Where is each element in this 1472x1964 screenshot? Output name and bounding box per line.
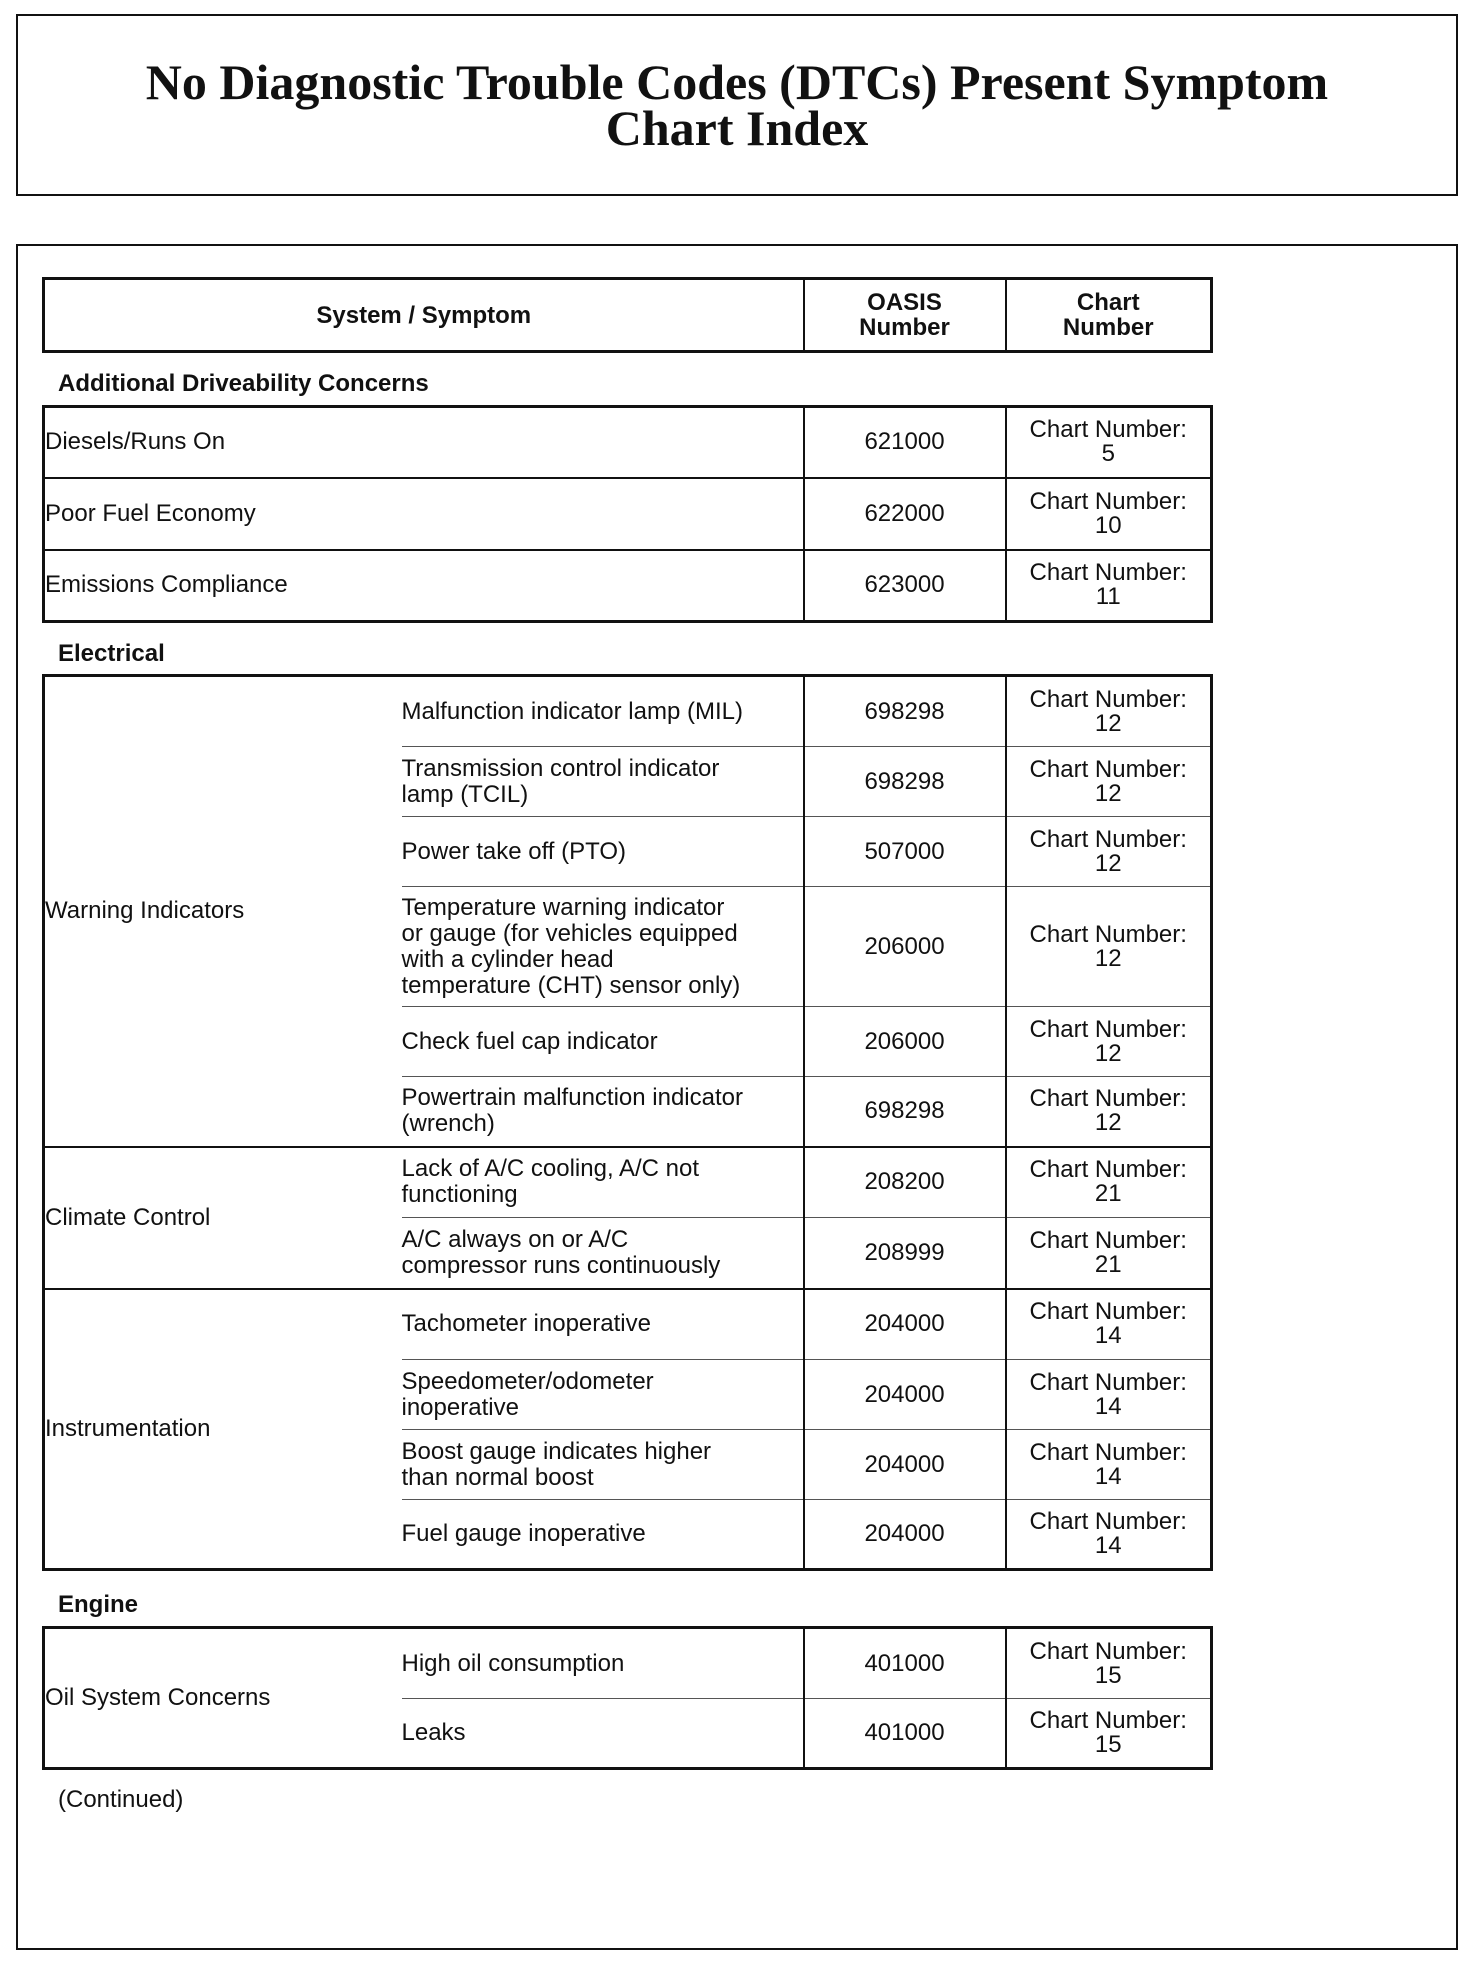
symptom-line: Boost gauge indicates higher (401, 1437, 712, 1465)
symptom-cell (402, 1699, 804, 1769)
chart-number-cell (1006, 1218, 1212, 1289)
engine-table (42, 1626, 1213, 1770)
group-name-climate-control: Climate Control (44, 1147, 402, 1289)
chart-number-cell (1006, 478, 1212, 550)
chart-number-value: 14 (1094, 1462, 1122, 1490)
symptom-cell (402, 1289, 804, 1360)
group-name-instrumentation: Instrumentation (44, 1289, 402, 1570)
symptom-cell: Emissions Compliance (44, 550, 804, 622)
oasis-number-cell: 204000 (804, 1360, 1006, 1430)
symptom-line: Lack of A/C cooling, A/C not (401, 1155, 700, 1183)
oasis-number-cell: 206000 (804, 887, 1006, 1007)
symptom-line: Temperature warning indicator (401, 893, 725, 921)
symptom-line: Leaks (401, 1719, 466, 1746)
section-title-electrical: Electrical (58, 640, 165, 667)
oasis-number-cell: 698298 (804, 1077, 1006, 1147)
table-row (44, 407, 1212, 478)
chart-number-cell (1006, 1628, 1212, 1699)
symptom-cell (402, 747, 804, 817)
oasis-number-cell: 401000 (804, 1628, 1006, 1699)
chart-number-value: 12 (1094, 1039, 1122, 1067)
symptom-cell: Diesels/Runs On (45, 428, 226, 456)
chart-number-value: 12 (1094, 944, 1122, 972)
header-chart-number (1006, 279, 1212, 352)
chart-number-cell (1006, 1360, 1212, 1430)
oasis-number-cell: 204000 (804, 1500, 1006, 1570)
symptom-line: inoperative (401, 1393, 519, 1421)
oasis-number-cell: 507000 (804, 817, 1006, 887)
chart-number-label: Chart Number: (1029, 1298, 1187, 1326)
section-title-driveability: Additional Driveability Concerns (58, 370, 429, 397)
symptom-line: High oil consumption (401, 1649, 625, 1677)
symptom-line: Power take off (PTO) (401, 837, 627, 865)
page-title-line-2: Chart Index (605, 100, 869, 156)
symptom-cell: Poor Fuel Economy (44, 478, 804, 550)
chart-number-cell (1006, 1699, 1212, 1769)
chart-number-value: 14 (1094, 1392, 1122, 1420)
oasis-number-cell: 206000 (804, 1007, 1006, 1077)
chart-number-label: Chart Number: (1029, 1015, 1187, 1043)
oasis-number-cell: 204000 (804, 1289, 1006, 1360)
table-row (44, 1628, 1212, 1699)
table-row (44, 676, 1212, 747)
symptom-line: lamp (TCIL) (401, 780, 529, 808)
symptom-cell (402, 1500, 804, 1570)
header-chart-line-1: Chart (1076, 289, 1140, 316)
chart-number-cell (1006, 1007, 1212, 1077)
symptom-cell (402, 676, 804, 747)
symptom-line: Speedometer/odometer (401, 1367, 654, 1395)
table-row (44, 550, 1212, 622)
group-name-warning-indicators: Warning Indicators (45, 897, 245, 925)
chart-number-cell (1006, 887, 1212, 1007)
chart-number-cell (1006, 1289, 1212, 1360)
chart-number-label: Chart Number: (1029, 1508, 1187, 1535)
symptom-cell (402, 1077, 804, 1147)
oasis-number-cell: 621000 (804, 407, 1006, 478)
table-row (44, 1147, 1212, 1218)
chart-number-value: 14 (1094, 1322, 1122, 1350)
oasis-number-cell: 698298 (804, 747, 1006, 817)
chart-number-cell (1006, 1430, 1212, 1500)
chart-number-value: 21 (1094, 1250, 1122, 1278)
chart-number-label: Chart Number: (1029, 825, 1187, 853)
header-oasis-line-2: Number (859, 314, 950, 341)
chart-number-label: Chart Number: (1029, 559, 1187, 587)
title-box (16, 14, 1458, 196)
symptom-line: Fuel gauge inoperative (401, 1520, 646, 1547)
table-row (44, 478, 1212, 550)
electrical-table (42, 674, 1213, 1571)
oasis-number-cell: 623000 (804, 550, 1006, 622)
oasis-number-cell: 208999 (804, 1218, 1006, 1289)
symptom-line: A/C always on or A/C (401, 1225, 629, 1253)
symptom-line: temperature (CHT) sensor only) (401, 971, 741, 999)
column-header-table (42, 277, 1213, 353)
header-oasis-number (804, 279, 1006, 352)
symptom-cell (402, 1218, 804, 1289)
symptom-line: (wrench) (401, 1110, 495, 1138)
chart-number-label: Chart Number: (1029, 1226, 1187, 1254)
chart-number-label: Chart Number: (1029, 1156, 1187, 1184)
chart-number-value: 15 (1094, 1661, 1122, 1689)
chart-number-value: 10 (1094, 511, 1122, 539)
chart-number-cell (1006, 1147, 1212, 1218)
header-oasis-line-1: OASIS (867, 289, 942, 316)
symptom-cell (402, 1360, 804, 1430)
chart-number-value: 5 (1101, 440, 1115, 468)
oasis-number-cell: 622000 (804, 478, 1006, 550)
symptom-line: or gauge (for vehicles equipped (401, 919, 738, 947)
chart-number-label: Chart Number: (1029, 487, 1187, 515)
symptom-line: Tachometer inoperative (401, 1310, 651, 1338)
symptom-cell (402, 817, 804, 887)
symptom-line: compressor runs continuously (401, 1251, 721, 1279)
oasis-number-cell: 698298 (804, 676, 1006, 747)
symptom-cell (402, 1628, 804, 1699)
chart-number-label: Chart Number: (1029, 1438, 1187, 1466)
symptom-cell (402, 887, 804, 1007)
chart-number-value: 12 (1094, 709, 1122, 737)
symptom-line: Transmission control indicator (401, 754, 720, 782)
chart-number-label: Chart Number: (1029, 755, 1187, 783)
chart-number-label: Chart Number: (1029, 685, 1187, 713)
chart-number-cell (1006, 407, 1212, 478)
symptom-cell (402, 1430, 804, 1500)
header-system-symptom: System / Symptom (316, 301, 532, 329)
header-chart-line-2: Number (1062, 314, 1154, 341)
chart-number-label: Chart Number: (1029, 1707, 1187, 1734)
page-title-line-1: No Diagnostic Trouble Codes (DTCs) Present Symptom (145, 54, 1329, 110)
chart-number-cell (1006, 550, 1212, 622)
chart-number-cell (1006, 1077, 1212, 1147)
symptom-line: Check fuel cap indicator (401, 1027, 658, 1055)
continued-note: (Continued) (58, 1786, 184, 1813)
group-name-oil-system-concerns: Oil System Concerns (45, 1684, 271, 1711)
section-title-engine: Engine (58, 1591, 139, 1618)
chart-number-cell (1006, 676, 1212, 747)
oasis-number-cell: 401000 (804, 1699, 1006, 1769)
symptom-line: Malfunction indicator lamp (MIL) (401, 697, 743, 725)
oasis-number-cell: 208200 (804, 1147, 1006, 1218)
chart-number-label: Chart Number: (1029, 1085, 1187, 1113)
chart-number-value: 11 (1095, 583, 1121, 611)
chart-number-label: Chart Number: (1029, 920, 1187, 948)
chart-number-cell (1006, 817, 1212, 887)
chart-number-label: Chart Number: (1029, 1637, 1187, 1665)
chart-number-label: Chart Number: (1029, 416, 1187, 444)
chart-number-label: Chart Number: (1029, 1368, 1187, 1396)
oasis-number-cell: 204000 (804, 1430, 1006, 1500)
chart-number-cell (1006, 747, 1212, 817)
chart-number-value: 12 (1094, 849, 1122, 877)
symptom-line: functioning (401, 1181, 518, 1209)
driveability-table (42, 405, 1213, 623)
table-row (44, 1289, 1212, 1360)
chart-number-value: 15 (1094, 1731, 1122, 1758)
chart-number-cell (1006, 1500, 1212, 1570)
chart-number-value: 14 (1094, 1532, 1122, 1559)
symptom-cell (402, 1147, 804, 1218)
chart-number-value: 12 (1094, 1109, 1122, 1137)
chart-number-value: 21 (1094, 1180, 1122, 1208)
symptom-line: Powertrain malfunction indicator (401, 1084, 743, 1112)
symptom-line: than normal boost (401, 1463, 594, 1491)
chart-number-value: 12 (1094, 779, 1122, 807)
symptom-line: with a cylinder head (401, 945, 614, 973)
symptom-cell (402, 1007, 804, 1077)
